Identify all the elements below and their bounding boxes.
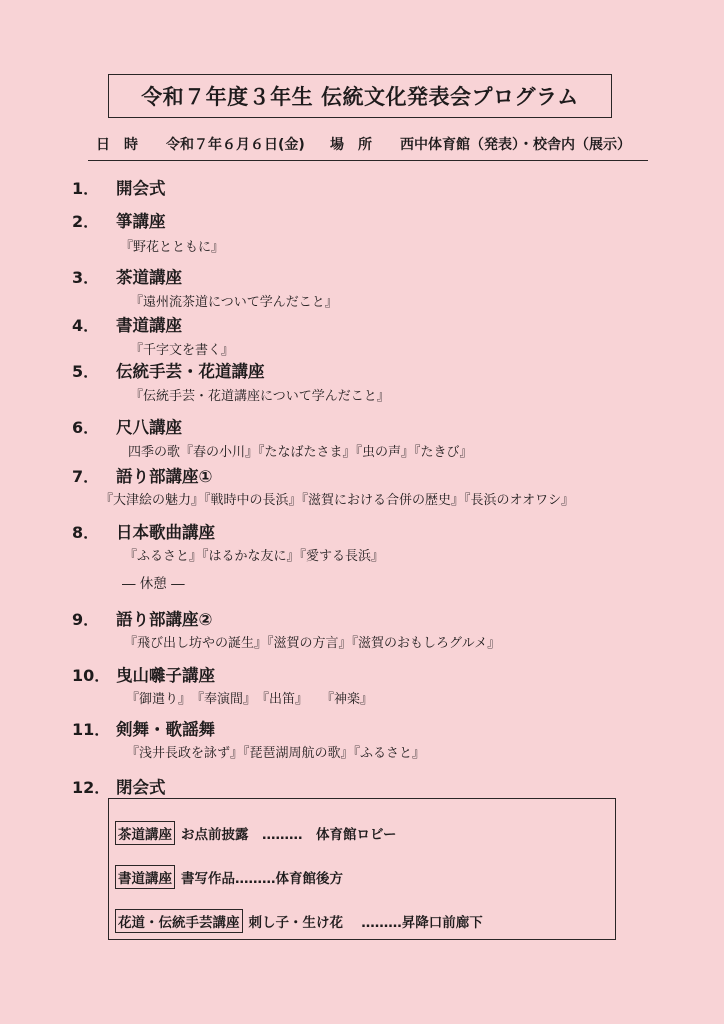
item-subtitle: 『浅井長政を詠ず』『琵琶湖周航の歌』『ふるさと』 [126,746,426,761]
item-title: 閉会式 [116,778,166,797]
exhibit-label: 花道・伝統手芸講座 [115,909,243,933]
item-title: 書道講座 [116,316,182,335]
exhibit-label: 書道講座 [115,865,175,889]
item-number: 12． [72,778,111,797]
break-label: ― 休憩 ― [122,576,185,592]
exhibit-row-flower [115,909,483,933]
place-label: 場 所 [330,137,372,153]
item-title: 伝統手芸・花道講座 [116,362,265,381]
exhibit-row-calligraphy [115,865,343,889]
item-title: 曳山囃子講座 [116,666,215,685]
item-title: 箏講座 [116,212,166,231]
exhibit-description: 刺し子・生け花 ………昇降口前廊下 [248,915,483,931]
item-number: 4． [72,316,100,335]
item-subtitle: 『大津絵の魅力』『戦時中の長浜』『滋賀における合併の歴史』『長浜のオオワシ』 [100,493,575,508]
exhibition-box [108,798,616,940]
exhibit-label: 茶道講座 [115,821,175,845]
item-number: 5． [72,362,100,381]
item-number: 6． [72,418,100,437]
place-value: 西中体育館（発表）・校舎内（展示） [400,137,631,153]
event-info [88,130,648,161]
item-number: 1． [72,179,100,198]
page-title [108,74,612,118]
item-number: 3． [72,268,100,287]
item-title: 剣舞・歌謡舞 [116,720,215,739]
item-title: 語り部講座② [116,610,213,629]
item-number: 7． [72,467,100,486]
item-number: 10． [72,666,111,685]
item-title: 日本歌曲講座 [116,523,215,542]
exhibit-description: 書写作品………体育館後方 [181,871,343,887]
item-number: 9． [72,610,100,629]
item-subtitle: 『遠州流茶道について学んだこと』 [130,295,338,310]
date-value: 令和７年６月６日(金) [166,137,305,153]
item-subtitle: 『ふるさと』『はるかな友に』『愛する長浜』 [124,549,385,564]
item-subtitle: 『野花とともに』 [120,240,225,255]
page-title-text: 令和７年度３年生 伝統文化発表会プログラム [141,85,579,109]
item-title: 尺八講座 [116,418,182,437]
item-subtitle: 『飛び出し坊やの誕生』『滋賀の方言』『滋賀のおもしろグルメ』 [124,636,501,651]
item-subtitle: 四季の歌『春の小川』『たなばたさま』『虫の声』『たきび』 [128,445,473,460]
item-number: 11． [72,720,111,739]
item-subtitle: 『伝統手芸・花道講座について学んだこと』 [130,389,390,404]
date-label: 日 時 [96,137,138,153]
exhibit-row-tea [115,821,396,845]
item-subtitle: 『御遣り』 『奉演間』 『出笛』 『神楽』 [126,692,374,707]
item-title: 茶道講座 [116,268,182,287]
item-subtitle: 『千字文を書く』 [130,343,235,358]
item-title: 語り部講座① [116,467,213,486]
exhibit-description: お点前披露 ……… 体育館ロビー [181,827,397,843]
item-number: 8． [72,523,100,542]
item-title: 開会式 [116,179,166,198]
item-number: 2． [72,212,100,231]
